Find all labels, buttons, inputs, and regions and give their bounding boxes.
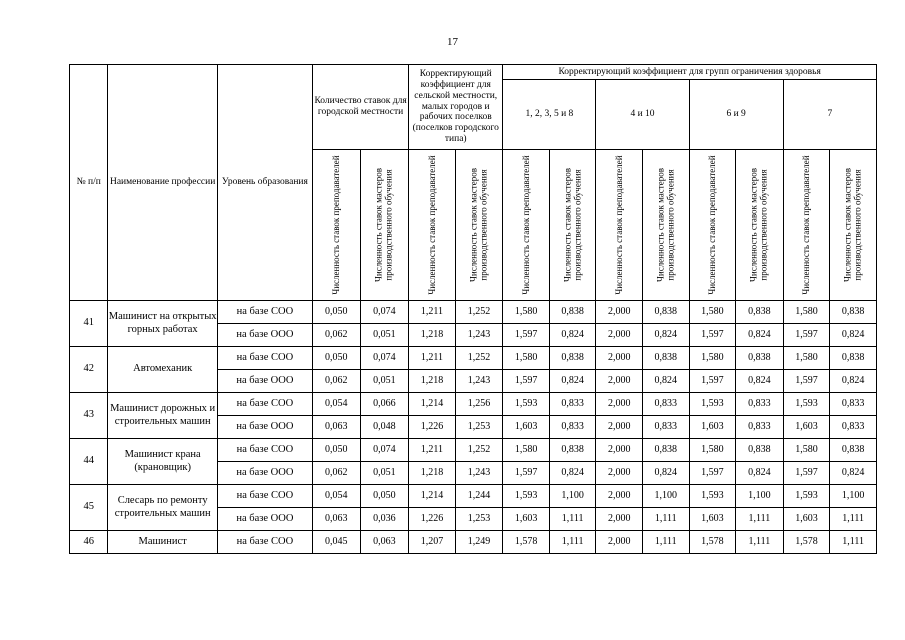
value-cell: 1,597 — [503, 370, 550, 393]
value-cell: 1,593 — [689, 485, 736, 508]
header-teachers-count: Численность ставок преподавателей — [783, 150, 830, 301]
value-cell: 0,838 — [830, 347, 877, 370]
value-cell: 0,833 — [830, 416, 877, 439]
value-cell: 2,000 — [596, 439, 643, 462]
header-urban: Количество ставок для городской местности — [312, 65, 408, 150]
value-cell: 0,062 — [312, 462, 360, 485]
profession-name: Машинист — [108, 531, 217, 554]
value-cell: 1,580 — [689, 347, 736, 370]
value-cell: 2,000 — [596, 393, 643, 416]
value-cell: 1,111 — [643, 508, 690, 531]
value-cell: 1,580 — [783, 301, 830, 324]
value-cell: 1,111 — [830, 508, 877, 531]
header-health: Корректирующий коэффициент для групп ограничения здоровья — [503, 65, 877, 80]
value-cell: 0,838 — [643, 439, 690, 462]
header-masters-count: Численность ставок мастеров производственного обучения — [455, 150, 503, 301]
value-cell: 2,000 — [596, 531, 643, 554]
value-cell: 1,218 — [409, 324, 456, 347]
value-cell: 2,000 — [596, 485, 643, 508]
header-masters-count: Численность ставок мастеров производственного обучения — [360, 150, 409, 301]
value-cell: 0,063 — [312, 416, 360, 439]
value-cell: 1,597 — [503, 462, 550, 485]
value-cell: 1,243 — [455, 324, 503, 347]
header-health-group: 4 и 10 — [596, 80, 689, 150]
value-cell: 1,578 — [503, 531, 550, 554]
value-cell: 1,597 — [689, 324, 736, 347]
value-cell: 0,824 — [736, 370, 784, 393]
value-cell: 1,580 — [783, 347, 830, 370]
table-body — [70, 301, 877, 554]
header-masters-count: Численность ставок мастеров производственного обучения — [830, 150, 877, 301]
value-cell: 0,838 — [830, 301, 877, 324]
header-teachers-count: Численность ставок преподавателей — [409, 150, 456, 301]
value-cell: 0,833 — [736, 393, 784, 416]
value-cell: 0,824 — [549, 370, 596, 393]
header-health-group: 7 — [783, 80, 876, 150]
header-teachers-count: Численность ставок преподавателей — [312, 150, 360, 301]
value-cell: 0,838 — [736, 347, 784, 370]
value-cell: 2,000 — [596, 416, 643, 439]
value-cell: 1,111 — [643, 531, 690, 554]
value-cell: 1,111 — [549, 508, 596, 531]
value-cell: 0,833 — [830, 393, 877, 416]
value-cell: 0,054 — [312, 393, 360, 416]
value-cell: 1,593 — [783, 485, 830, 508]
header-masters-count: Численность ставок мастеров производственного обучения — [643, 150, 690, 301]
value-cell: 0,838 — [736, 301, 784, 324]
value-cell: 1,100 — [643, 485, 690, 508]
value-cell: 0,824 — [549, 462, 596, 485]
value-cell: 0,838 — [549, 439, 596, 462]
header-masters-count: Численность ставок мастеров производственного обучения — [736, 150, 784, 301]
value-cell: 0,036 — [360, 508, 409, 531]
value-cell: 1,111 — [736, 508, 784, 531]
value-cell: 0,051 — [360, 324, 409, 347]
value-cell: 0,833 — [736, 416, 784, 439]
value-cell: 1,597 — [689, 370, 736, 393]
value-cell: 2,000 — [596, 301, 643, 324]
value-cell: 1,597 — [503, 324, 550, 347]
table-row — [70, 347, 877, 370]
value-cell: 1,253 — [455, 508, 503, 531]
value-cell: 1,603 — [503, 508, 550, 531]
value-cell: 0,838 — [736, 439, 784, 462]
value-cell: 1,578 — [689, 531, 736, 554]
value-cell: 0,048 — [360, 416, 409, 439]
header-level: Уровень образования — [217, 65, 312, 301]
value-cell: 0,063 — [360, 531, 409, 554]
value-cell: 1,593 — [503, 485, 550, 508]
value-cell: 1,252 — [455, 439, 503, 462]
value-cell: 1,603 — [689, 416, 736, 439]
value-cell: 1,218 — [409, 370, 456, 393]
value-cell: 0,062 — [312, 324, 360, 347]
value-cell: 0,838 — [549, 347, 596, 370]
profession-name: Слесарь по ремонту строительных машин — [108, 485, 217, 531]
value-cell: 1,597 — [783, 462, 830, 485]
value-cell: 1,249 — [455, 531, 503, 554]
value-cell: 1,243 — [455, 370, 503, 393]
value-cell: 0,833 — [549, 393, 596, 416]
value-cell: 1,252 — [455, 301, 503, 324]
value-cell: 1,214 — [409, 393, 456, 416]
education-level: на базе СОО — [217, 347, 312, 370]
value-cell: 0,063 — [312, 508, 360, 531]
row-number: 43 — [70, 393, 108, 439]
value-cell: 1,593 — [689, 393, 736, 416]
value-cell: 2,000 — [596, 508, 643, 531]
value-cell: 0,051 — [360, 370, 409, 393]
table-row — [70, 393, 877, 416]
value-cell: 1,111 — [549, 531, 596, 554]
education-level: на базе ООО — [217, 416, 312, 439]
value-cell: 0,838 — [643, 347, 690, 370]
value-cell: 1,580 — [503, 301, 550, 324]
header-health-group: 1, 2, 3, 5 и 8 — [503, 80, 596, 150]
value-cell: 2,000 — [596, 324, 643, 347]
value-cell: 0,833 — [643, 416, 690, 439]
value-cell: 1,207 — [409, 531, 456, 554]
value-cell: 1,111 — [830, 531, 877, 554]
value-cell: 1,603 — [689, 508, 736, 531]
education-level: на базе СОО — [217, 531, 312, 554]
value-cell: 1,580 — [783, 439, 830, 462]
value-cell: 1,211 — [409, 347, 456, 370]
value-cell: 0,050 — [312, 439, 360, 462]
value-cell: 1,578 — [783, 531, 830, 554]
value-cell: 0,050 — [312, 347, 360, 370]
value-cell: 0,824 — [643, 324, 690, 347]
value-cell: 0,062 — [312, 370, 360, 393]
value-cell: 0,051 — [360, 462, 409, 485]
value-cell: 2,000 — [596, 462, 643, 485]
value-cell: 0,050 — [312, 301, 360, 324]
value-cell: 1,597 — [783, 370, 830, 393]
value-cell: 0,045 — [312, 531, 360, 554]
education-level: на базе СОО — [217, 301, 312, 324]
header-teachers-count: Численность ставок преподавателей — [689, 150, 736, 301]
value-cell: 0,833 — [549, 416, 596, 439]
value-cell: 1,214 — [409, 485, 456, 508]
header-profession: Наименование профессии — [108, 65, 217, 301]
value-cell: 1,218 — [409, 462, 456, 485]
value-cell: 1,100 — [830, 485, 877, 508]
profession-name: Машинист на открытых горных работах — [108, 301, 217, 347]
value-cell: 1,253 — [455, 416, 503, 439]
value-cell: 1,226 — [409, 508, 456, 531]
value-cell: 0,833 — [643, 393, 690, 416]
value-cell: 1,111 — [736, 531, 784, 554]
value-cell: 0,050 — [360, 485, 409, 508]
profession-name: Автомеханик — [108, 347, 217, 393]
header-num: № п/п — [70, 65, 108, 301]
row-number: 46 — [70, 531, 108, 554]
value-cell: 0,824 — [830, 462, 877, 485]
table-row — [70, 531, 877, 554]
education-level: на базе ООО — [217, 508, 312, 531]
coefficients-table — [69, 64, 877, 554]
value-cell: 1,256 — [455, 393, 503, 416]
education-level: на базе СОО — [217, 393, 312, 416]
profession-name: Машинист дорожных и строительных машин — [108, 393, 217, 439]
value-cell: 0,074 — [360, 439, 409, 462]
table-header — [70, 65, 877, 301]
header-masters-count: Численность ставок мастеров производственного обучения — [549, 150, 596, 301]
row-number: 42 — [70, 347, 108, 393]
value-cell: 1,597 — [783, 324, 830, 347]
education-level: на базе ООО — [217, 462, 312, 485]
value-cell: 0,824 — [643, 462, 690, 485]
value-cell: 1,580 — [689, 439, 736, 462]
profession-name: Машинист крана (крановщик) — [108, 439, 217, 485]
education-level: на базе ООО — [217, 324, 312, 347]
education-level: на базе ООО — [217, 370, 312, 393]
value-cell: 1,593 — [503, 393, 550, 416]
page-number: 17 — [447, 36, 458, 48]
table-row — [70, 439, 877, 462]
value-cell: 0,074 — [360, 301, 409, 324]
value-cell: 1,603 — [783, 416, 830, 439]
value-cell: 0,838 — [549, 301, 596, 324]
header-health-group: 6 и 9 — [689, 80, 783, 150]
education-level: на базе СОО — [217, 485, 312, 508]
value-cell: 0,824 — [736, 324, 784, 347]
header-rural: Корректирующий коэффициент для сельской местности, малых городов и рабочих поселков (поселков городского типа) — [409, 65, 503, 150]
value-cell: 1,211 — [409, 301, 456, 324]
value-cell: 0,824 — [736, 462, 784, 485]
value-cell: 1,243 — [455, 462, 503, 485]
education-level: на базе СОО — [217, 439, 312, 462]
value-cell: 1,244 — [455, 485, 503, 508]
value-cell: 1,580 — [503, 347, 550, 370]
value-cell: 1,211 — [409, 439, 456, 462]
value-cell: 1,603 — [503, 416, 550, 439]
value-cell: 1,252 — [455, 347, 503, 370]
value-cell: 0,054 — [312, 485, 360, 508]
value-cell: 1,580 — [503, 439, 550, 462]
row-number: 45 — [70, 485, 108, 531]
value-cell: 2,000 — [596, 370, 643, 393]
value-cell: 0,838 — [643, 301, 690, 324]
value-cell: 2,000 — [596, 347, 643, 370]
value-cell: 1,603 — [783, 508, 830, 531]
value-cell: 0,824 — [549, 324, 596, 347]
value-cell: 1,226 — [409, 416, 456, 439]
value-cell: 0,066 — [360, 393, 409, 416]
value-cell: 1,580 — [689, 301, 736, 324]
value-cell: 1,597 — [689, 462, 736, 485]
value-cell: 0,824 — [643, 370, 690, 393]
header-teachers-count: Численность ставок преподавателей — [596, 150, 643, 301]
value-cell: 0,838 — [830, 439, 877, 462]
value-cell: 1,100 — [549, 485, 596, 508]
value-cell: 0,824 — [830, 370, 877, 393]
header-teachers-count: Численность ставок преподавателей — [503, 150, 550, 301]
value-cell: 1,100 — [736, 485, 784, 508]
value-cell: 0,074 — [360, 347, 409, 370]
table-row — [70, 485, 877, 508]
row-number: 44 — [70, 439, 108, 485]
table-row — [70, 301, 877, 324]
value-cell: 0,824 — [830, 324, 877, 347]
row-number: 41 — [70, 301, 108, 347]
value-cell: 1,593 — [783, 393, 830, 416]
